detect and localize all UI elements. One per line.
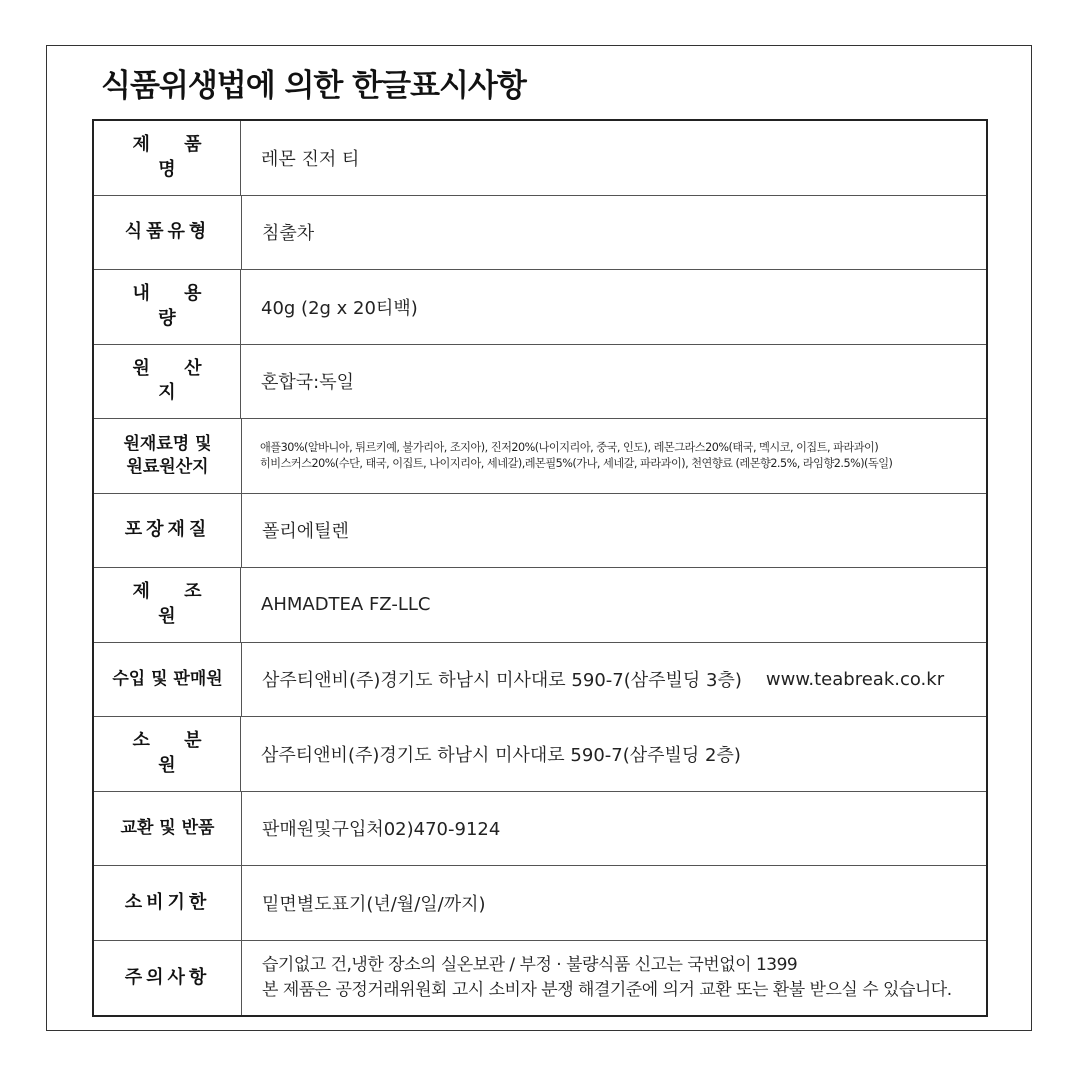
page-title: 식품위생법에 의한 한글표시사항 — [101, 68, 526, 104]
row-value: 40g (2g x 20티백) — [261, 297, 418, 319]
caution-line-2: 본 제품은 공정거래위원회 고시 소비자 분쟁 해결기준에 의거 교환 또는 환불 받으실 수 있습니다. — [262, 979, 952, 1000]
row-value — [242, 419, 986, 493]
ingredients-line-2: 히비스커스20%(수단, 태국, 이집트, 나이지리아, 세네갈),레몬필5%(가나, 세네갈, 파라과이), 천연향료 (레몬향2.5%, 라임향2.5%)(독일) — [260, 456, 893, 470]
table-row-caution — [94, 941, 986, 1016]
row-value: AHMADTEA FZ-LLC — [261, 594, 431, 616]
row-label: 내 용 량 — [94, 270, 241, 344]
table-row-subdivider — [94, 717, 986, 792]
row-label: 수입 및 판매원 — [94, 643, 242, 717]
info-table — [92, 119, 988, 1017]
ingredients-line-1: 애플30%(알바니아, 튀르키예, 불가리아, 조지아), 진저20%(나이지리아, 중국, 인도), 레몬그라스20%(태국, 멕시코, 이집트, 파라과이) — [260, 440, 879, 454]
row-value: 혼합국:독일 — [261, 372, 355, 394]
row-value: 침출차 — [262, 223, 315, 245]
row-label: 식품유형 — [94, 196, 242, 270]
row-label: 주의사항 — [94, 941, 242, 1016]
table-row-exchange — [94, 792, 986, 867]
table-row-expiry — [94, 866, 986, 941]
row-value: 판매원및구입처02)470-9124 — [262, 819, 501, 841]
table-row-food-type — [94, 196, 986, 271]
row-value — [242, 643, 986, 717]
row-label: 제 품 명 — [94, 121, 241, 195]
row-label: 소 분 원 — [94, 717, 241, 791]
row-value — [242, 941, 986, 1016]
row-value: 폴리에틸렌 — [262, 521, 349, 543]
row-value: 삼주티앤비(주)경기도 하남시 미사대로 590-7(삼주빌딩 2층) — [261, 744, 741, 766]
table-row-net-content — [94, 270, 986, 345]
table-row-packaging — [94, 494, 986, 569]
website-link[interactable]: www.teabreak.co.kr — [765, 668, 945, 690]
row-label: 제 조 원 — [94, 568, 241, 642]
table-row-ingredients — [94, 419, 986, 494]
table-row-importer — [94, 643, 986, 718]
caution-line-1: 습기없고 건,냉한 장소의 실온보관 / 부정 · 불량식품 신고는 국번없이 1399 — [262, 955, 798, 976]
row-label: 교환 및 반품 — [94, 792, 242, 866]
row-value: 밑면별도표기(년/월/일/까지) — [262, 893, 486, 915]
importer-address: 삼주티앤비(주)경기도 하남시 미사대로 590-7(삼주빌딩 3층) — [262, 670, 742, 692]
row-label: 원 산 지 — [94, 345, 241, 419]
row-label: 소비기한 — [94, 866, 242, 940]
row-label: 포장재질 — [94, 494, 242, 568]
table-row-manufacturer — [94, 568, 986, 643]
row-label: 원재료명 및 원료원산지 — [94, 419, 242, 493]
row-value: 레몬 진저 티 — [261, 148, 360, 170]
table-row-product-name — [94, 121, 986, 196]
table-row-origin — [94, 345, 986, 420]
